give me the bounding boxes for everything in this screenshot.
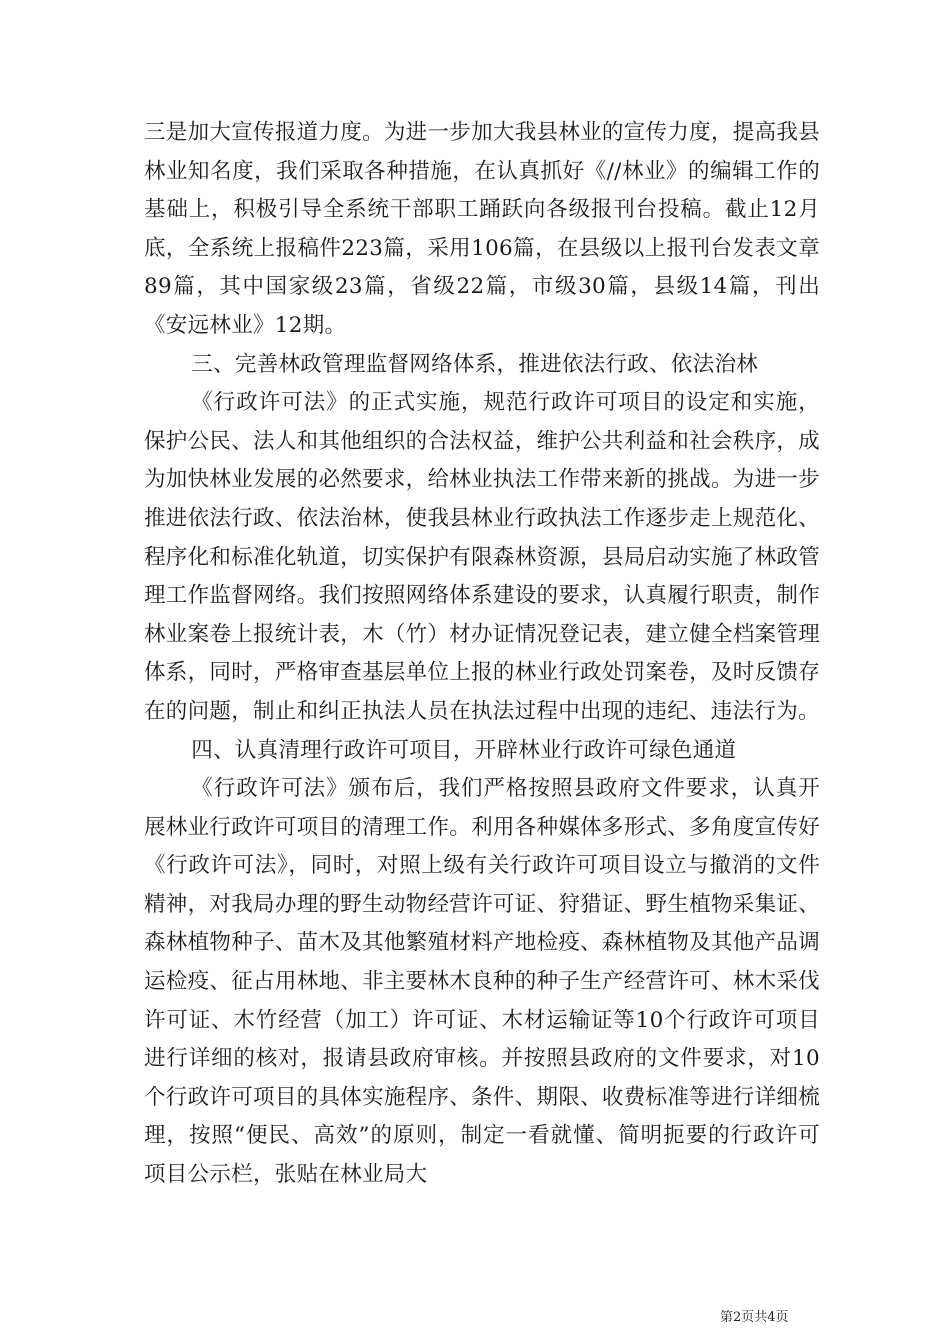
section-heading-4: 四、认真清理行政许可项目，开辟林业行政许可绿色通道 bbox=[191, 737, 737, 763]
paragraph-publicity: 三是加大宣传报道力度。为进一步加大我县林业的宣传力度，提高我县林业知名度，我们采取各种措施，在认真抓好《//林业》的编辑工作的基础上，积极引导全系统干部职工踊跃向各级报刊台投稿。截止12月底，全系统上报稿件223篇，采用106篇，在县级以上报刊台发表文章89篇，其中国家级23篇，省级22篇，市级30篇，县级14篇，刊出《安远林业》12期。 bbox=[144, 120, 820, 338]
page-number-footer: 第2页共4页 bbox=[720, 1310, 789, 1325]
section-heading-3: 三、完善林政管理监督网络体系，推进依法行政、依法治林 bbox=[191, 351, 759, 377]
paragraph-license-cleanup: 《行政许可法》颁布后，我们严格按照县政府文件要求，认真开展林业行政许可项目的清理工作。利用各种媒体多形式、多角度宣传好《行政许可法》，同时，对照上级有关行政许可项目设立与撤消的文件精神，对我局办理的野生动物经营许可证、狩猎证、野生植物采集证、森林植物种子、苗木及其他繁殖材料产地检疫、森林植物及其他产品调运检疫、征占用林地、非主要林木良种的种子生产经营许可、林木采伐许可证、木竹经营（加工）许可证、木材运输证等10个行政许可项目进行详细的核对，报请县政府审核。并按照县政府的文件要求，对10个行政许可项目的具体实施程序、条件、期限、收费标准等进行详细梳理，按照“便民、高效”的原则，制定一看就懂、简明扼要的行政许可项目公示栏，张贴在林业局大 bbox=[144, 776, 820, 1188]
document-body bbox=[144, 114, 820, 1195]
paragraph-administrative-law: 《行政许可法》的正式实施，规范行政许可项目的设定和实施，保护公民、法人和其他组织的合法权益，维护公共利益和社会秩序，成为加快林业发展的必然要求，给林业执法工作带来新的挑战。为进一步推进依法行政、依法治林，使我县林业行政执法工作逐步走上规范化、程序化和标准化轨道，切实保护有限森林资源，县局启动实施了林政管理工作监督网络。我们按照网络体系建设的要求，认真履行职责，制作林业案卷上报统计表，木（竹）材办证情况登记表，建立健全档案管理体系，同时，严格审查基层单位上报的林业行政处罚案卷，及时反馈存在的问题，制止和纠正执法人员在执法过程中出现的违纪、违法行为。 bbox=[144, 390, 820, 724]
